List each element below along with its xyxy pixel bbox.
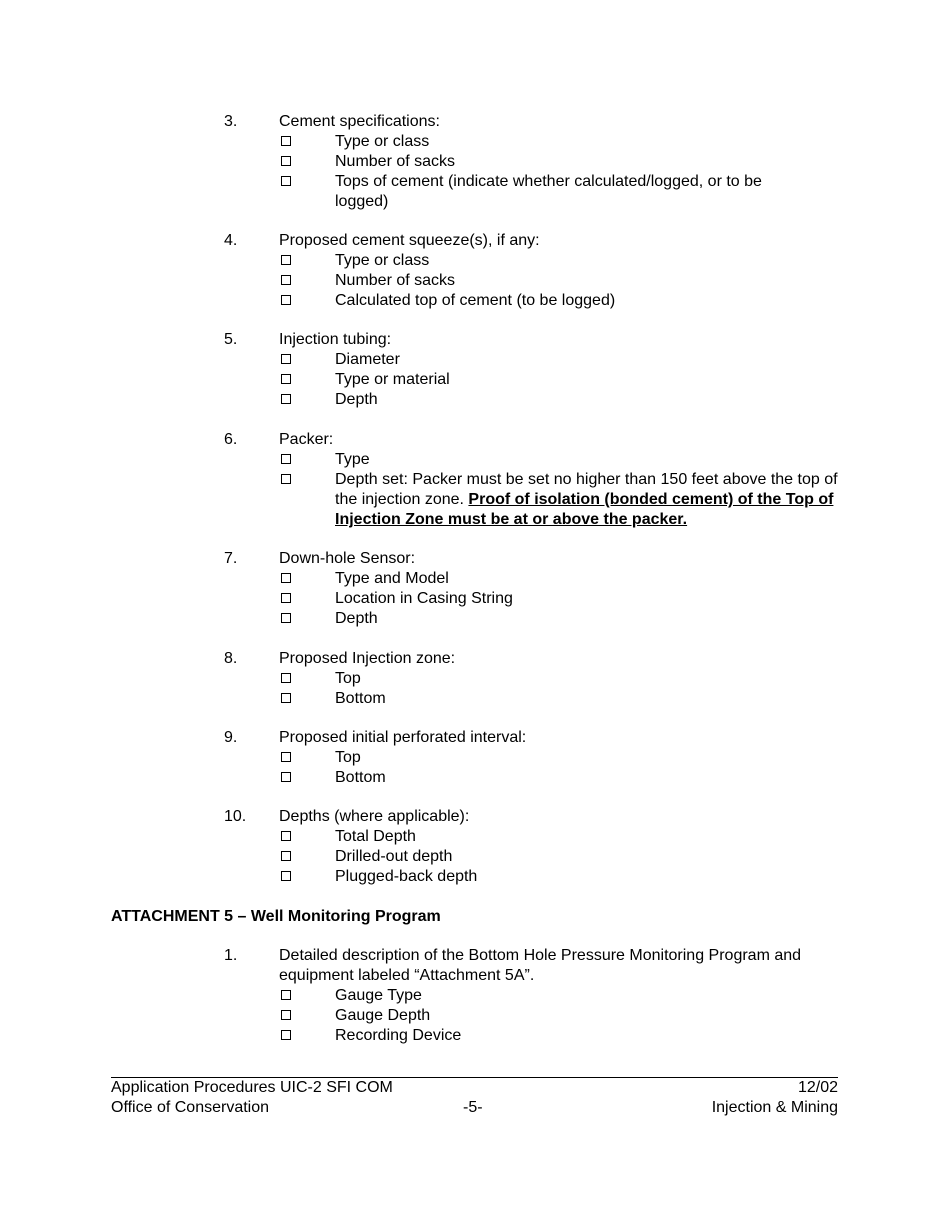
footer-doc-title: Application Procedures UIC-2 SFI COM: [111, 1079, 393, 1096]
checkbox-icon[interactable]: [281, 275, 291, 285]
section-number: 3.: [224, 113, 238, 130]
footer-date: 12/02: [797, 1079, 838, 1096]
checklist-item-label: Diameter: [335, 351, 400, 368]
section-number: 10.: [224, 808, 247, 825]
checkbox-icon[interactable]: [281, 831, 291, 841]
checkbox-icon[interactable]: [281, 136, 291, 146]
checkbox-icon[interactable]: [281, 990, 291, 1000]
checklist-item-label: Type or class: [335, 133, 430, 150]
checkbox-icon[interactable]: [281, 871, 291, 881]
checkbox-icon[interactable]: [281, 374, 291, 384]
checklist-item-label: Number of sacks: [335, 153, 456, 170]
checkbox-icon[interactable]: [281, 593, 291, 603]
section-title: Proposed initial perforated interval:: [279, 729, 527, 746]
checkbox-icon[interactable]: [281, 454, 291, 464]
section-title: Depths (where applicable):: [279, 808, 470, 825]
checklist-item-label: Recording Device: [335, 1027, 462, 1044]
checkbox-icon[interactable]: [281, 613, 291, 623]
checklist-item-label: Bottom: [335, 690, 386, 707]
checklist-item-label: Total Depth: [335, 828, 416, 845]
checkbox-icon[interactable]: [281, 354, 291, 364]
section-number: 5.: [224, 331, 238, 348]
checkbox-icon[interactable]: [281, 772, 291, 782]
footer-page-number: -5-: [463, 1099, 483, 1116]
checklist-item-label: Depth: [335, 610, 378, 627]
checkbox-icon[interactable]: [281, 752, 291, 762]
checkbox-icon[interactable]: [281, 255, 291, 265]
section-title: Detailed description of the Bottom Hole Pressure Monitoring Program and equipment labeled “Attachment 5A”.: [279, 947, 802, 984]
section-title: Proposed cement squeeze(s), if any:: [279, 232, 540, 249]
checkbox-icon[interactable]: [281, 693, 291, 703]
checklist-item-label: Top: [335, 670, 361, 687]
attachment-heading: ATTACHMENT 5 – Well Monitoring Program: [111, 908, 441, 925]
checkbox-icon[interactable]: [281, 1010, 291, 1020]
checklist-item-label: Type: [335, 451, 370, 468]
checklist-item-label: Type and Model: [335, 570, 449, 587]
section-number: 6.: [224, 431, 238, 448]
checklist-item-label: Calculated top of cement (to be logged): [335, 292, 616, 309]
checkbox-icon[interactable]: [281, 394, 291, 404]
section-number: 8.: [224, 650, 238, 667]
section-title: Injection tubing:: [279, 331, 392, 348]
section-number: 4.: [224, 232, 238, 249]
section-number: 1.: [224, 947, 238, 964]
checkbox-icon[interactable]: [281, 295, 291, 305]
packer-depth-text: Depth set: Packer must be set no higher than 150 feet above the top of the injection zone.: [335, 471, 838, 508]
checklist-item-label: Type or class: [335, 252, 430, 269]
checkbox-icon[interactable]: [281, 673, 291, 683]
checkbox-icon[interactable]: [281, 573, 291, 583]
checklist-item-label: Plugged-back depth: [335, 868, 478, 885]
section-title: Proposed Injection zone:: [279, 650, 456, 667]
checkbox-icon[interactable]: [281, 156, 291, 166]
checklist-item-label: Tops of cement (indicate whether calculated/logged, or to be logged): [335, 173, 762, 210]
section-number: 7.: [224, 550, 238, 567]
packer-depth-emphasis: Proof of isolation (bonded cement) of the Top of Injection Zone must be at or above the packer.: [335, 491, 834, 528]
checklist-item-label: Gauge Depth: [335, 1007, 431, 1024]
checklist-item-label: Bottom: [335, 769, 386, 786]
section-title: Down-hole Sensor:: [279, 550, 416, 567]
checklist-item-label: Location in Casing String: [335, 590, 513, 607]
checkbox-icon[interactable]: [281, 176, 291, 186]
checklist-item-label: Drilled-out depth: [335, 848, 453, 865]
checkbox-icon[interactable]: [281, 851, 291, 861]
section-number: 9.: [224, 729, 238, 746]
checklist-item-label: Gauge Type: [335, 987, 422, 1004]
checkbox-icon[interactable]: [281, 474, 291, 484]
section-title: Cement specifications:: [279, 113, 440, 130]
section-title: Packer:: [279, 431, 334, 448]
checkbox-icon[interactable]: [281, 1030, 291, 1040]
checklist-item-label: Number of sacks: [335, 272, 456, 289]
checklist-item-label: [335, 470, 840, 530]
checklist-item-label: Type or material: [335, 371, 450, 388]
checklist-item-label: Depth: [335, 391, 378, 408]
footer-office: Office of Conservation: [111, 1099, 270, 1116]
footer-division: Injection & Mining: [711, 1099, 838, 1116]
checklist-item-label: Top: [335, 749, 361, 766]
